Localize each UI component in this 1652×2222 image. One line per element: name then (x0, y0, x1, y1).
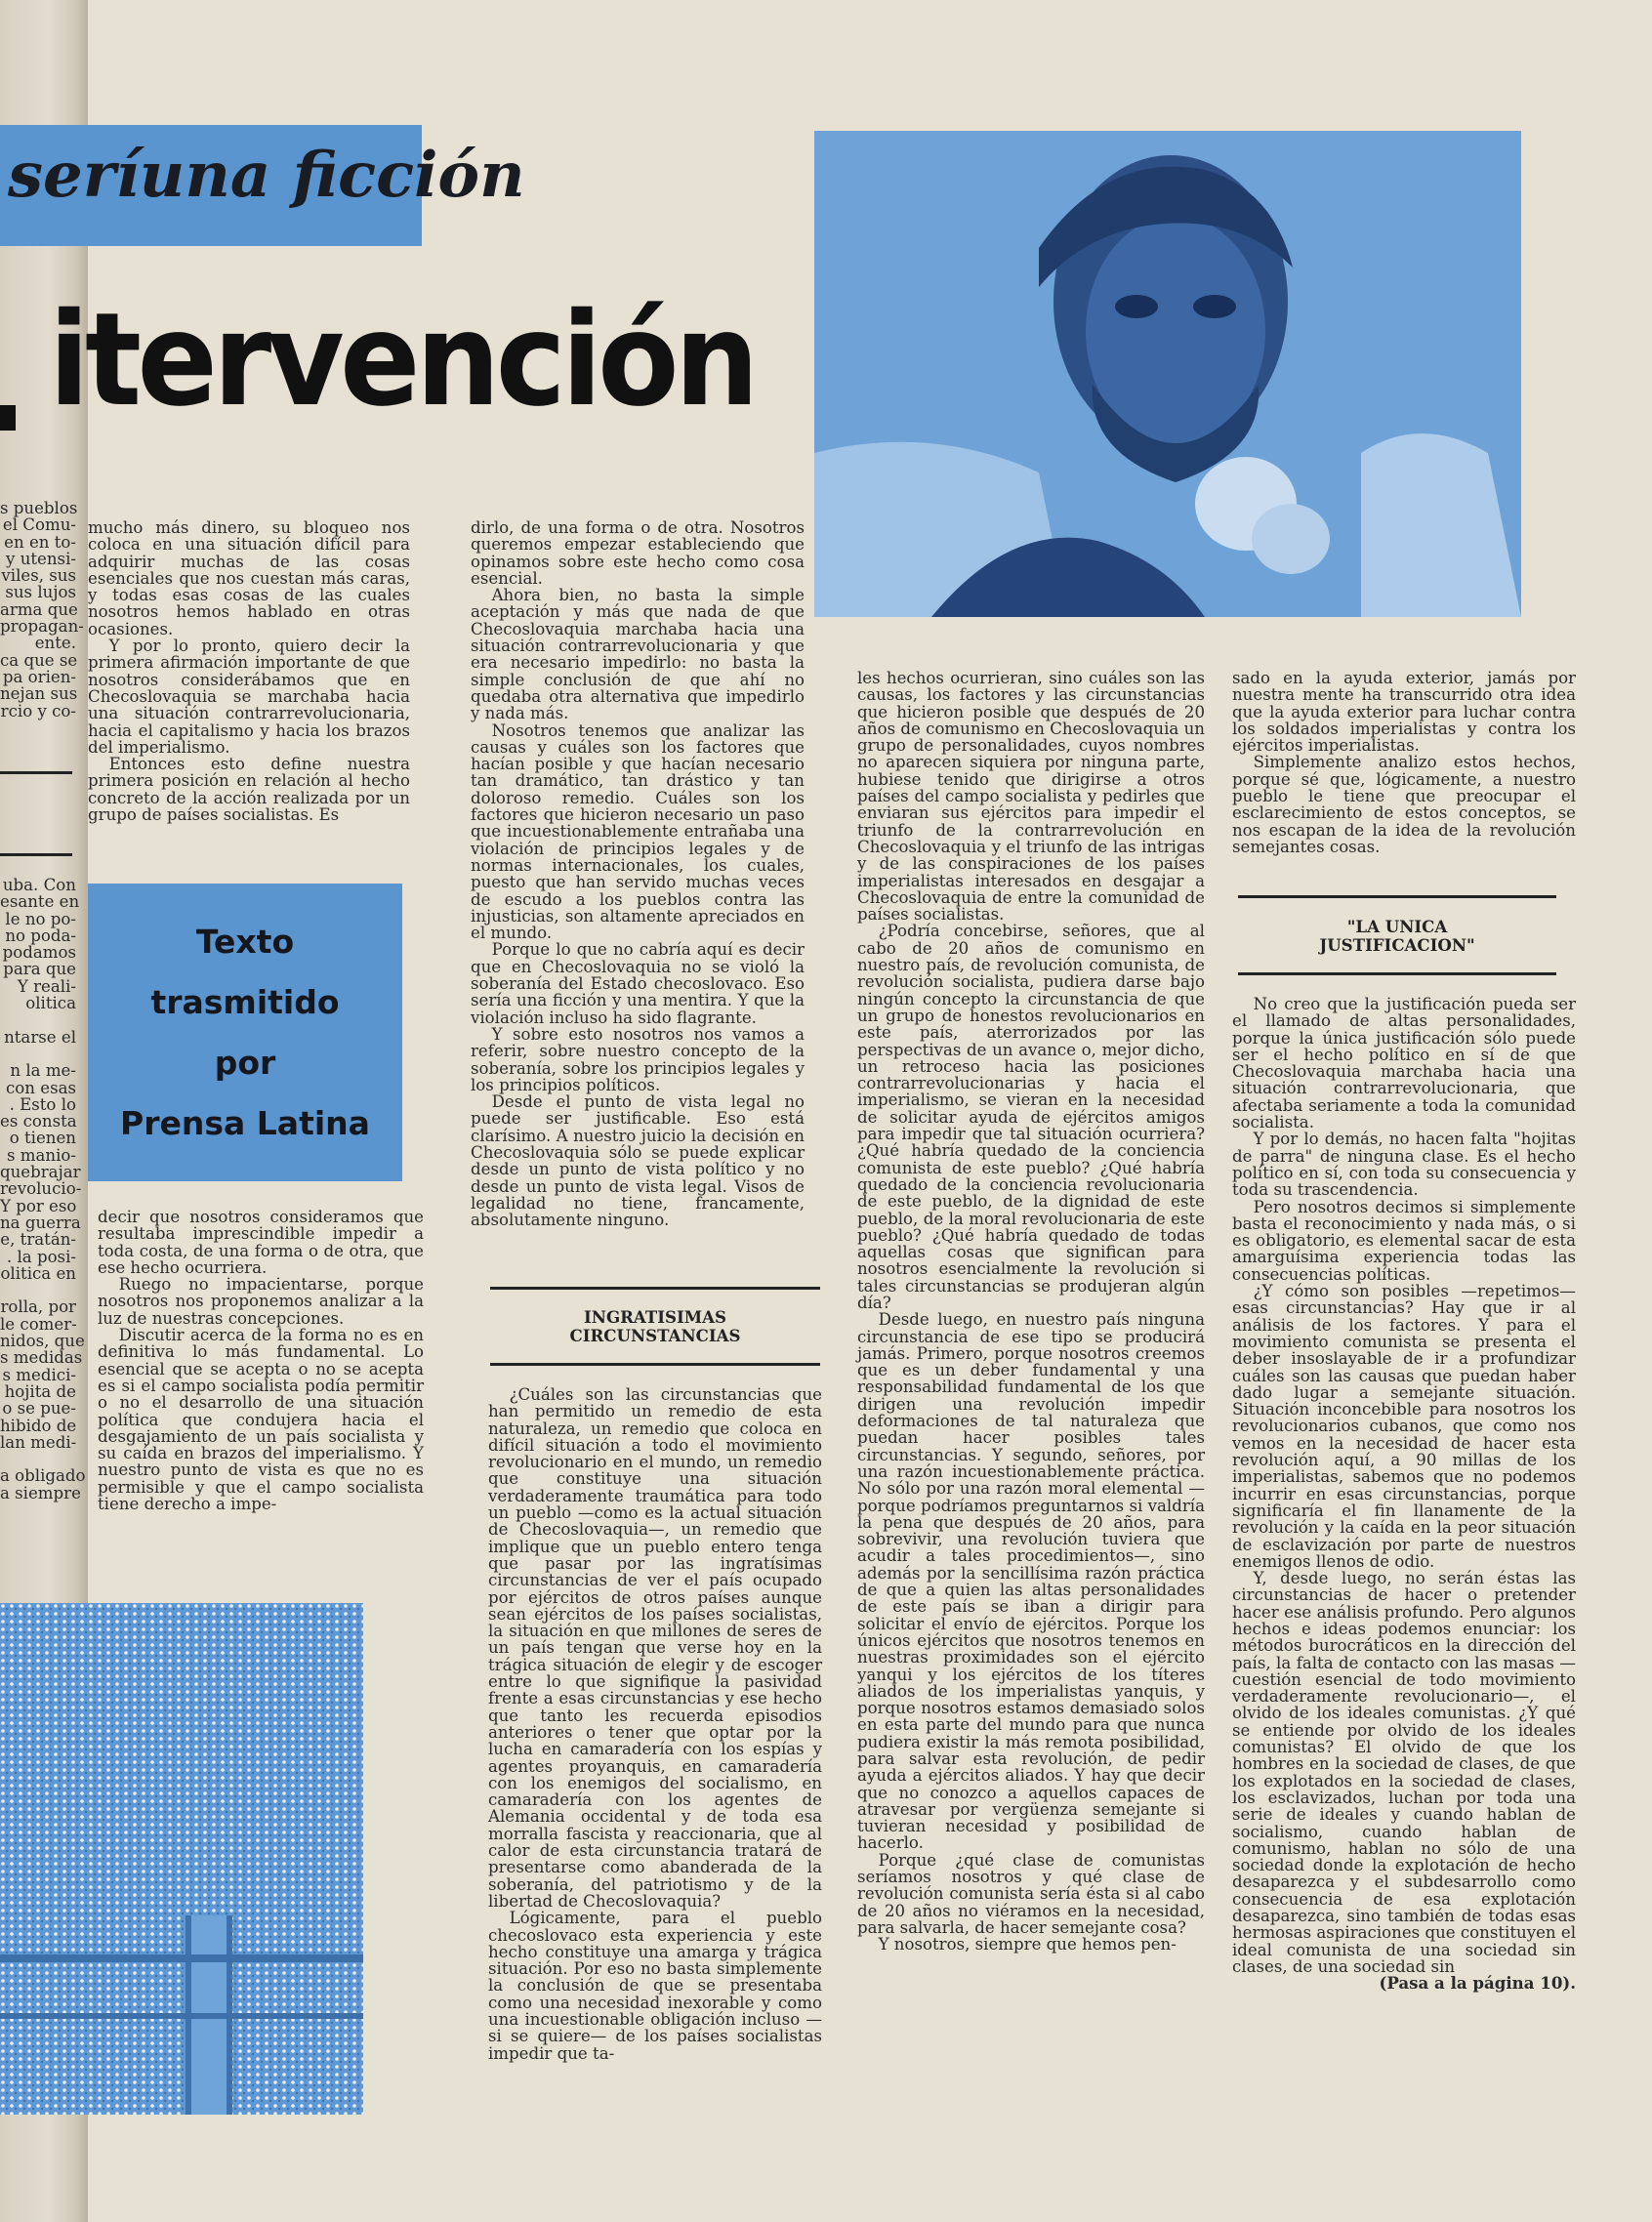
edge-line: rcio y co- (0, 701, 76, 720)
paragraph: Ahora bien, no basta la simple aceptación y más que nada de que Checoslovaquia marchaba hacia una situación contrarrevolucionaria y que era necesario impedirlo: no basta la simple conclusión de que ahí no quedaba otra alternativa que impedirlo y nada más. (471, 586, 805, 723)
edge-line: uba. Con (2, 876, 76, 894)
paragraph: sado en la ayuda exterior, jamás por nuestra mente ha transcurrido otra idea que la ayuda exterior para luchar contra los soldados imperialistas y contra los ejércitos imperialistas. (1232, 669, 1576, 756)
photo-portrait (814, 131, 1521, 617)
paragraph: Desde el punto de vista legal no puede ser justificable. Eso está clarísimo. A nuestro juicio la decisión en Checoslovaquia sólo se puede explicar desde un punto de vista político y no desde un punto de vista legal. Visos de legalidad no tiene, francamente, absolutamente ninguno. (471, 1092, 805, 1230)
edge-rule-2 (0, 853, 72, 856)
subhead-1-line-1: INGRATISIMAS (584, 1307, 726, 1327)
edge-line: o tienen (9, 1129, 76, 1148)
edge-line: pa orien- (2, 667, 76, 686)
credit-line-1: Texto (195, 922, 295, 961)
paragraph: Ruego no impacientarse, porque nosotros nos proponemos analizar a la luz de nuestras concepciones. (98, 1275, 424, 1328)
edge-line (0, 1046, 76, 1062)
headline-fragment (0, 405, 16, 431)
subhead-ingratisimas (490, 1308, 820, 1345)
edge-line: con esas (6, 1078, 76, 1097)
column-1-bottom (98, 1209, 424, 1512)
paragraph: Y sobre esto nosotros nos vamos a referir, sobre nuestro concepto de la soberanía, sobre los principios legales y los principios políticos. (471, 1024, 805, 1094)
edge-line: para que (3, 960, 76, 979)
edge-rule-1 (0, 771, 72, 774)
paragraph: Entonces esto define nuestra primera posición en relación al hecho concreto de la acción realizada por un grupo de países socialistas. Es (88, 755, 410, 825)
edge-line: y utensi- (6, 549, 76, 568)
paragraph: ¿Podría concebirse, señores, que al cabo de 20 años de comunismo en nuestro país, de revolución comunista, de revolución socialista, pudiera darse bajo ningún concepto la circunstancia de que un grupo de honestos revolucionarios en este país, aterrorizados por las perspectivas de un avance o, mejor dicho, un retroceso hacia las posiciones contrarrevolucionarias y hacia el imperialismo, se vieran en la necesidad de solicitar ayuda de ejércitos amigos para impedir que tal situación ocurriera? ¿Qué habría quedado de la conciencia comunista de este pueblo? ¿Qué habría quedado de la conciencia revolucionaria de este pueblo, de la dignidad de este pueblo, de la moral revolucionaria de este pueblo? ¿Qué habría quedado de todas aquellas cosas que significan para nosotros esencialmente la revolución si tales circunstancias se produjeran algún día? (857, 922, 1205, 1312)
edge-line: Y reali- (17, 976, 76, 996)
portrait-illustration (814, 131, 1521, 617)
paragraph: mucho más dinero, su bloqueo nos coloca en una situación difícil para adquirir muchas de las cosas esenciales que nos cuestan más caras, y todas esas cosas de las cuales nosotros hemos hablado en otras ocasiones. (88, 518, 410, 638)
edge-line: rolla, por (0, 1297, 76, 1317)
paragraph: Simplemente analizo estos hechos, porque sé que, lógicamente, a nuestro pueblo le tiene que preocupar el esclarecimiento de estos conceptos, se nos escapan de la idea de la revolución semejantes cosas. (1232, 753, 1576, 856)
edge-line: lan medi- (0, 1432, 77, 1452)
paragraph: Pero nosotros decimos si simplemente basta el reconocimiento y nada más, o si es obligatorio, es elemental sacar de esta amarguísima experiencia todas las consecuencias políticas. (1232, 1197, 1576, 1284)
edge-line (0, 1451, 76, 1467)
edge-line: le no po- (5, 909, 76, 928)
edge-line: podamos (2, 943, 76, 963)
paragraph: Discutir acerca de la forma no es en definitiva lo más fundamental. Lo esencial que se acepta o no se acepta es si el campo socialista podía permitir o no el desarrollo de una situación política que condujera hacia el desgajamiento de un país socialista y su caída en brazos del imperialismo. Y nuestro punto de vista es que no es permisible y que el campo socialista tiene derecho a impe- (98, 1326, 424, 1514)
edge-line: e, tratán- (0, 1230, 76, 1250)
edge-line: nejan sus (0, 684, 78, 704)
edge-line: n la me- (10, 1061, 76, 1081)
edge-line: en en to- (4, 532, 76, 552)
edge-line: el Comu- (2, 515, 76, 535)
paragraph: dirlo, de una forma o de otra. Nosotros queremos empezar estableciendo que opinamos sobre este hecho como cosa esencial. (471, 518, 805, 588)
edge-line: quebrajar (0, 1163, 81, 1182)
edge-line: s pueblos (0, 499, 78, 517)
edge-line: no poda- (5, 926, 76, 945)
paragraph: Y, desde luego, no serán éstas las circunstancias de hacer o pretender hacer ese análisis profundo. Pero algunos hechos e ideas podemos enunciar: los métodos burocráticos en la dirección del país, la falta de contacto con las masas —cuestión esencial de todo movimiento verdaderamente revolucionario—, el olvido de los ideales comunistas. ¿Y qué se entiende por olvido de los ideales comunistas? El olvido de que los hombres en la sociedad de clases, de que los explotados en la sociedad de clases, los esclavizados, luchan por toda una serie de ideales y cuando hablan de socialismo, cuando hablan de comunismo, hablan no sólo de una sociedad donde la explotación de hecho desaparezca y el subdesarrollo como consecuencia de esa explotación desaparezca, sino también de todas esas hermosas aspiraciones que constituyen el ideal comunista de una sociedad sin clases, de una sociedad sin (1232, 1569, 1576, 1976)
edge-line: Y por eso (0, 1196, 77, 1215)
credit-line-2: trasmitido (150, 982, 340, 1021)
photo-crowd (0, 1603, 363, 2115)
edge-line: nidos, que (0, 1332, 85, 1351)
credit-box (88, 884, 402, 1181)
edge-line: . la posi- (6, 1247, 76, 1266)
edge-line: olitica (25, 994, 76, 1013)
edge-line: . Esto lo (9, 1094, 76, 1114)
edge-line: o se pue- (2, 1399, 76, 1419)
crowd-illustration (0, 1603, 363, 2115)
column-1-top (88, 519, 410, 823)
kicker-title: seríuna ficción (8, 139, 525, 212)
paragraph: ¿Cuáles son las circunstancias que han permitido un remedio de esta naturaleza, un remedio que coloca en difícil situación a todo el movimiento revolucionario en el mundo, un remedio que constituye una situación verdaderamente traumática para todo un pueblo —como es la actual situación de Checoslovaquia—, un remedio que implique que un pueblo entero tenga que pasar por las ingratísimas circunstancias de ver el país ocupado por ejércitos de otros países aunque sean ejércitos de los países socialistas, la situación en que millones de seres de un país tengan que verse hoy en la trágica situación de elegir y de escoger entre lo que signifique la pasividad frente a esas circunstancias y ese hecho que tanto les recuerda episodios anteriores o tener que optar por la lucha en camaradería con los espías y agentes proyanquis, en camaradería con los enemigos del socialismo, en camaradería con los agentes de Alemania occidental y de toda esa morralla fascista y reaccionaria, que al calor de esta circunstancia tratará de presentarse como abanderada de la soberanía, del patriotismo y de la libertad de Checoslovaquia? (488, 1385, 822, 1911)
edge-text-top (0, 499, 84, 720)
paragraph: ¿Y cómo son posibles —repetimos— esas circunstancias? Hay que ir al análisis de los factores. Y para el movimiento comunista se presenta el deber insoslayable de ir a profundizar cuáles son las causas que puedan haber dado lugar a semejante situación. Situación inconcebible para nosotros los revolucionarios cubanos, que como nos vemos en la necesidad de hacer esta revolución aquí, a 90 millas de los imperialistas, sabemos que no podemos incurrir en esas circunstancias, porque significaría el fin llanamente de la revolución y la caída en la peor situación de esclavización por parte de nuestros enemigos llenos de odio. (1232, 1282, 1576, 1571)
subhead-2-line-1: "LA UNICA (1346, 917, 1448, 936)
edge-line: a siempre (0, 1483, 81, 1502)
edge-line: sus lujos (5, 583, 76, 602)
edge-line: arma que (0, 599, 78, 619)
column-2-top (471, 519, 805, 1228)
rule-sub2-top (1238, 895, 1556, 898)
edge-line: le comer- (0, 1314, 77, 1334)
edge-line: viles, sus (1, 566, 76, 586)
edge-line: ca que se (0, 650, 78, 670)
paragraph: Y nosotros, siempre que hemos pen- (878, 1935, 1177, 1955)
continued-note: (Pasa a la página 10). (1379, 1973, 1576, 1994)
edge-line (0, 1282, 76, 1298)
edge-line (0, 1011, 76, 1028)
edge-line: s manio- (6, 1145, 76, 1165)
subhead-1-line-2: CIRCUNSTANCIAS (569, 1326, 741, 1345)
edge-line: na guerra (0, 1213, 81, 1232)
edge-line: propagan- (0, 617, 84, 637)
edge-line: s medidas (0, 1348, 83, 1368)
paragraph: decir que nosotros consideramos que resultaba imprescindible impedir a toda costa, de una forma o de otra, que ese hecho ocurriera. (98, 1208, 424, 1277)
rule-sub1-top (490, 1287, 820, 1290)
paragraph: Porque ¿qué clase de comunistas seríamos nosotros y qué clase de revolución comunista sería ésta si al cabo de 20 años no viéramos en la necesidad, para salvarla, de hacer semejante cosa? (857, 1850, 1205, 1937)
paragraph: Y por lo demás, no hacen falta "hojitas de parra" de ninguna clase. Es el hecho político en sí, con toda su consecuencia y toda su trascendencia. (1232, 1130, 1576, 1200)
column-4-bottom (1232, 996, 1576, 1993)
edge-line: revolucio- (0, 1179, 82, 1199)
credit-line-4: Prensa Latina (120, 1103, 370, 1142)
rule-sub2-bottom (1238, 972, 1556, 975)
paragraph: les hechos ocurrieran, sino cuáles son las causas, los factores y las circunstancias que hicieron posible que después de 20 años de comunismo en Checoslovaquia un grupo de personalidades, cuyos nombres no aparecen siquiera por ninguna parte, hubiese tenido que dirigirse a otros países del campo socialista y pedirles que enviaran sus ejércitos para impedir el triunfo de la contrarrevolución en Checoslovaquia y el triunfo de las intrigas y de las conspiraciones de los países imperialistas interesados en desgajar a Checoslovaquia de entre la comunidad de países socialistas. (857, 669, 1205, 925)
rule-sub1-bottom (490, 1363, 820, 1366)
edge-line: a obligado (0, 1466, 86, 1486)
column-3 (857, 670, 1205, 1954)
edge-text-mid (0, 876, 86, 1502)
paragraph: Y por lo pronto, quiero decir la primera afirmación importante de que nosotros considerábamos que en Checoslovaquia se marchaba hacia una situación contrarrevolucionaria, hacia el capitalismo y hacia los brazos del imperialismo. (88, 637, 410, 757)
paragraph: Lógicamente, para el pueblo checoslovaco esta experiencia y este hecho constituye una amarga y trágica situación. Por eso no basta simplemente la conclusión de que se presentaba como una necesidad inexorable y como una incuestionable obligación incluso —si se quiere— de los países socialistas impedir que ta- (488, 1909, 822, 2063)
paragraph: Porque lo que no cabría aquí es decir que en Checoslovaquia no se violó la soberanía del Estado checoslovaco. Eso sería una ficción y una mentira. Y que la violación incluso ha sido flagrante. (471, 940, 805, 1027)
edge-line: hojita de (4, 1381, 76, 1401)
paragraph: No creo que la justificación pueda ser el llamado de altas personalidades, porque la única justificación sólo puede ser el hecho político en sí de que Checoslovaquia marchaba hacia una situación contrarrevolucionaria, que afectaba seriamente a toda la comunidad socialista. (1232, 995, 1576, 1132)
column-2-bottom (488, 1386, 822, 2062)
paragraph: Desde luego, en nuestro país ninguna circunstancia de ese tipo se producirá jamás. Primero, porque nosotros creemos que es un deber fundamental y una responsabilidad fundamental de los que dirigen una revolución impedir deformaciones de tal naturaleza que puedan hacer posibles tales circunstancias. Y segundo, señores, por una razón incuestionablemente práctica. No sólo por una razón moral elemental —porque podríamos preguntarnos si valdría la pena que después de 20 años, para sobrevivir, una revolución tuviera que acudir a tales procedimientos—, sino además por la sencillísima razón práctica de que a quien las altas personalidades de este país se iban a dirigir para solicitar el envío de ejércitos. Porque los únicos ejércitos que nosotros tenemos en nuestras proximidades son el ejército yanqui y los ejércitos de los títeres aliados de los imperialistas yanquis, y porque nosotros estamos demasiado solos en esta parte del mundo para que nunca pudiera existir la más remota posibilidad, para salvar esta revolución, de pedir ayuda a ejércitos aliados. Y hay que decir que no conozco a aquellos capaces de atravesar por vergüenza semejante si tuvieran necesidad y posibilidad de hacerlo. (857, 1310, 1205, 1853)
edge-line: olitica en (0, 1263, 76, 1283)
edge-line: s medici- (2, 1365, 76, 1384)
subhead-2-line-2: JUSTIFICACION" (1319, 935, 1475, 955)
edge-line: es consta (0, 1112, 77, 1132)
edge-line: ntarse el (4, 1027, 76, 1047)
edge-line: esante en (0, 892, 80, 912)
subhead-unica-justificacion (1238, 918, 1556, 955)
headline: itervención (49, 285, 755, 435)
edge-line: hibido de (0, 1416, 77, 1435)
kicker-band (0, 125, 525, 246)
credit-line-3: por (214, 1043, 276, 1082)
column-4-top (1232, 670, 1576, 855)
paragraph: Nosotros tenemos que analizar las causas y cuáles son los factores que hacían posible y que hacían necesario tan dramático, tan drástico y tan doloroso remedio. Cuáles son los factores que hicieron necesario un paso que incuestionablemente entrañaba una violación de principios legales y de normas internacionales, los cuales, puesto que han servido muchas veces de escudo a los pueblos contra las injusticias, son altamente apreciados en el mundo. (471, 720, 805, 943)
edge-line: ente. (34, 634, 76, 653)
